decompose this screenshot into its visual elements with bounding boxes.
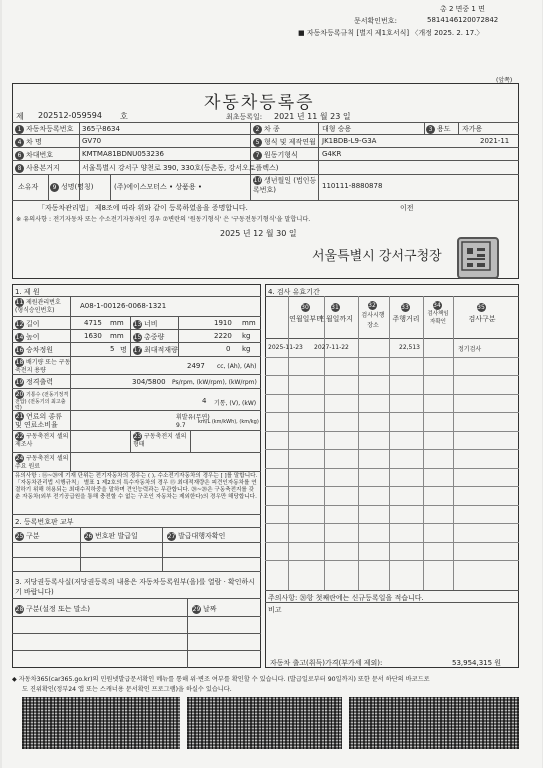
num-icon-7: 7 (253, 151, 262, 160)
weight-label: 15 총중량 (133, 333, 165, 341)
mortgage-section-title: 3. 저당권등록사실(저당권등록의 내용은 자동차등록원부(을)를 열람 · 확인하시기 바랍니다) (15, 578, 256, 596)
type-year: 2021-11 (480, 137, 510, 145)
page-info: 총 2 면중 1 면 (440, 5, 485, 13)
owner-birth-value: 110111-8880878 (322, 182, 383, 190)
reg-no-value: 365구8634 (82, 125, 120, 133)
num-icon-25: 25 (15, 532, 24, 540)
owner-name-value: (주)에이스모터스 • 상품용 • (114, 183, 203, 191)
insp-header-from: 30 연월일부터 (289, 303, 323, 323)
load-unit: kg (242, 345, 251, 353)
plate-section-title: 2. 등록번호판 교부 (15, 518, 74, 526)
weight-unit: kg (242, 332, 251, 340)
power-unit: Ps/rpm, (kW/rpm), (kW/rpm) (172, 379, 257, 386)
insp-row-divider (265, 560, 519, 561)
num-icon-8: 8 (15, 164, 24, 173)
reg-no-label: 1 자동차등록번호 (15, 124, 73, 134)
height-unit: mm (110, 332, 124, 340)
owner-group-label: 소유자 (18, 183, 39, 191)
insp-row-divider (265, 468, 519, 469)
kind-label: 2 차 종 (253, 124, 280, 134)
price-value: 53,954,315 원 (452, 659, 502, 667)
barcode-2 (187, 697, 342, 749)
num-icon-6: 6 (15, 151, 24, 160)
disp-value: 2497 (187, 362, 205, 370)
power-label: 19 정격출력 (15, 378, 54, 386)
battery-mat-label: 24 구동축전지 셀의 주요 원료 (15, 455, 69, 470)
model-label: 4 차 명 (15, 137, 42, 147)
inspection-section-title: 4. 검사 유효기간 (268, 288, 320, 296)
mgmt-value: A08-1-00126-0068-1321 (80, 302, 167, 310)
width-value: 1910 (214, 319, 232, 327)
type-label: 5 형식 및 제작연월 (253, 137, 316, 147)
num-icon-4: 4 (15, 138, 24, 147)
num-icon-31: 31 (331, 303, 339, 311)
barcode-3 (349, 697, 519, 749)
insp-col-divider (423, 296, 424, 590)
insp-cell-km: 22,513 (399, 344, 420, 351)
fuel-label: 21 연료의 종류 및 연료소비율 (15, 412, 63, 429)
num-icon-1: 1 (15, 125, 24, 134)
insp-row-divider (265, 431, 519, 432)
num-icon-22: 22 (15, 433, 24, 440)
side-note: (앞쪽) (496, 77, 513, 84)
power-value: 304/5800 (132, 378, 166, 386)
disp-unit: cc, (Ah), (Ah) (217, 363, 257, 370)
num-icon-2: 2 (253, 125, 262, 134)
insp-col-divider (288, 296, 289, 590)
doc-confirm-number: 5814146120072842 (427, 16, 499, 24)
doc-confirm-label: 문서확인번호: (354, 17, 397, 25)
cyl-unit: 기통, (V), (kW) (214, 400, 257, 407)
insp-col-divider (324, 296, 325, 590)
insp-row-divider (265, 523, 519, 524)
remark-label: 비고 (268, 606, 282, 614)
price-label: 자동차 출고(취득)가격(부가세 제외): (270, 659, 383, 667)
num-icon-24: 24 (15, 455, 24, 462)
regulation-text: ■ 자동차등록규칙 [별지 제1호서식] 〈개정 2025. 2. 17.〉 (298, 29, 484, 37)
inspection-frame (265, 284, 519, 668)
spec-notice: 유의사항 : ⑯~⑳에 기재 단위는 전기자동차의 경우는 ( ), 수소전기자동차의 경우는 [ ]를 말합니다. 「자동차관리법 시행규칙」 별표 1 제2호의 특수자동차의 경우 ⑮ 최대적재량은 피견인자동차를 연결하기 위해 허용되는 최대수직하중을 말하며 견인능력과는 무관합니다. ⑳~⑳은 구동축전지를 갖춘 자동차(외부 전기공급원을 통해 충전할 수 없는 구조인 자동차는 제외한다)의 경우만 해당합니다. (15, 473, 258, 500)
base-label: 8 사용본거지 (15, 163, 60, 173)
load-value: 0 (226, 345, 231, 353)
seats-value: 5 (110, 345, 115, 353)
vin-value: KMTMA81BDNU053236 (82, 150, 164, 158)
num-icon-12: 12 (15, 320, 24, 328)
insp-row-divider (265, 486, 519, 487)
battery-form-label: 23 구동축전지 셀의 형태 (133, 433, 187, 448)
base-value: 서울특별시 강서구 양천로 390, 330호(등촌동, 강서오토플렉스) (82, 164, 279, 172)
num-icon-34: 34 (433, 302, 441, 309)
insp-row-divider (265, 357, 519, 358)
width-label: 13 너비 (133, 320, 158, 328)
num-icon-19: 19 (15, 378, 24, 386)
cert-no-value: 202512-059594 (38, 111, 102, 120)
weight-value: 2220 (214, 332, 232, 340)
num-icon-10: 10 (253, 177, 262, 184)
num-icon-14: 14 (15, 333, 24, 341)
use-label: 3 용도 (426, 124, 451, 134)
num-icon-20: 20 (15, 391, 24, 398)
engine-label: 7 원동기형식 (253, 150, 298, 160)
cert-no-suffix: 호 (120, 112, 128, 121)
num-icon-15: 15 (133, 333, 142, 341)
plate-col-date: 26 번호판 발급일 (84, 532, 138, 540)
num-icon-29: 29 (192, 605, 201, 613)
kind-value: 대형 승용 (322, 125, 352, 133)
length-value: 4715 (84, 319, 102, 327)
seats-label: 16 승차정원 (15, 346, 54, 354)
length-unit: mm (110, 319, 124, 327)
height-value: 1630 (84, 332, 102, 340)
num-icon-21: 21 (15, 413, 24, 420)
num-icon-18: 18 (15, 359, 24, 366)
barcode-1 (22, 697, 180, 749)
mortgage-col-kind: 28 구분(설정 또는 말소) (15, 605, 91, 613)
caution-line: 주의사항: ⑳항 첫째란에는 신규등록일을 적습니다. (268, 594, 424, 602)
num-icon-3: 3 (426, 125, 435, 134)
cyl-label: 20 기통수 (전동기정격전압) (전동기의 최고출력) (15, 391, 69, 411)
height-label: 14 높이 (15, 333, 40, 341)
num-icon-28: 28 (15, 605, 24, 613)
footer-line2: 도 진위확인(정부24 앱 또는 스캐너용 문서확인 프로그램)을 하실수 있습니다. (22, 686, 232, 693)
insp-row-divider (265, 542, 519, 543)
vin-label: 6 차대번호 (15, 150, 53, 160)
plate-col-kind: 25 구분 (15, 532, 40, 540)
official-seal (457, 237, 499, 279)
first-reg-date: 2021 년 11 월 23 일 (274, 112, 351, 121)
num-icon-27: 27 (167, 532, 176, 540)
certificate-title: 자동차등록증 (204, 93, 315, 113)
insp-col-divider (358, 296, 359, 590)
insp-header-km: 33 주행거리 (392, 303, 420, 323)
mortgage-col-date: 29 날짜 (192, 605, 217, 613)
insp-row-divider (265, 449, 519, 450)
num-icon-26: 26 (84, 532, 93, 540)
cyl-value: 4 (202, 397, 207, 405)
use-value: 자가용 (462, 125, 483, 133)
insp-col-divider (453, 296, 454, 590)
type-value: JK1BDB-L9-G3A (322, 137, 377, 145)
certificate-paper (2, 0, 542, 768)
num-icon-16: 16 (15, 346, 24, 354)
insp-row-divider (265, 394, 519, 395)
owner-name-label: 9 성명(명칭) (50, 182, 94, 192)
first-reg-label: 최초등록일: (226, 113, 263, 121)
insp-cell-kind: 정기검사 (458, 346, 482, 353)
notice-line1-extra: 이전 (400, 204, 414, 212)
num-icon-30: 30 (301, 303, 309, 311)
num-icon-35: 35 (477, 303, 485, 311)
num-icon-32: 32 (368, 302, 376, 309)
disp-label: 18 배기량 또는 구동축전지 용량 (15, 359, 71, 374)
notice-line1: 「자동차관리법」 제8조에 따라 위와 같이 등록하였음을 증명합니다. (38, 204, 248, 212)
length-label: 12 길이 (15, 320, 40, 328)
num-icon-9: 9 (50, 183, 59, 192)
plate-col-agent: 27 발급대행자확인 (167, 532, 226, 540)
insp-header-sign: 34 검사책임자확인 (427, 302, 449, 325)
model-value: GV70 (82, 137, 102, 145)
insp-header-kind: 35 검사구분 (468, 303, 496, 323)
insp-row-divider (265, 412, 519, 413)
width-unit: mm (242, 319, 256, 327)
notice-line2: ※ 유의사항 : 전기자동차 또는 수소전기자동차인 경우 ⑦변란의 '원동기형식' 은 '구동전동기형식'을 말합니다. (16, 216, 311, 223)
cert-no-label: 제 (16, 112, 24, 121)
issue-date: 2025 년 12 월 30 일 (220, 229, 297, 238)
insp-cell-from: 2025-11-23 (268, 344, 303, 351)
seats-unit: 명 (120, 346, 127, 354)
insp-row-divider (265, 375, 519, 376)
fuel-value: 휘발유(무연) (176, 414, 210, 421)
insp-col-divider (389, 296, 390, 590)
issuer-name: 서울특별시 강서구청장 (312, 249, 442, 264)
num-icon-23: 23 (133, 433, 142, 440)
fuel-unit: km/L (km/kWh), (km/kg) (198, 419, 259, 425)
insp-cell-to: 2027-11-22 (314, 344, 349, 351)
owner-birth-label: 10 생년월일 (법인등록번호) (253, 176, 317, 194)
num-icon-13: 13 (133, 320, 142, 328)
num-icon-5: 5 (253, 138, 262, 147)
num-icon-11: 11 (15, 299, 24, 306)
insp-header-to: 31 연월일까지 (319, 303, 353, 323)
mgmt-label: 11 제원관리번호 (형식승인번호) (15, 299, 61, 314)
footer-line1: ◆ 자동차365(car365.go.kr)의 민원넷발급문서확인 메뉴를 통해 위·변조 여부를 확인할 수 있습니다. (발급일로부터 90일까지) 또한 문서 하단의 바코드로 (12, 676, 430, 683)
battery-maker-label: 22 구동축전지 셀의 제조사 (15, 433, 69, 448)
insp-row-divider (265, 505, 519, 506)
num-icon-33: 33 (401, 303, 409, 311)
fuel-eff: 9.7 (176, 422, 186, 429)
num-icon-17: 17 (133, 346, 142, 354)
insp-header-place: 32 검사시행장소 (361, 302, 385, 329)
engine-value: G4KR (322, 150, 342, 158)
load-label: 17 최대적재량 (133, 346, 178, 354)
specs-section-title: 1. 제 원 (15, 288, 40, 296)
